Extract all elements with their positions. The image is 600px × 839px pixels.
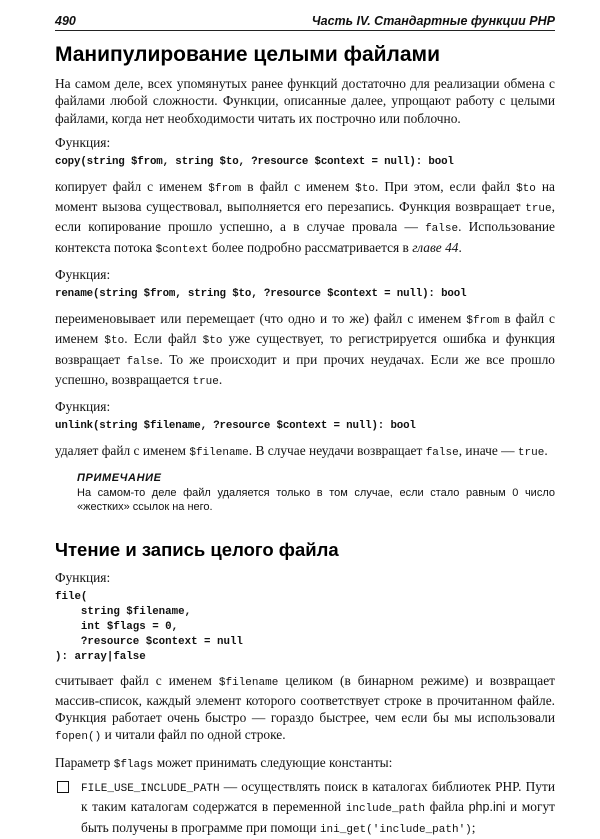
rename-description: переименовывает или перемещает (что одно и то же) файл с именем $from в файл с именем $to. Если файл $to уже существует, то регистрируется ошибка и функция возвращает false. То же происходит и при прочих неудачах. Если же все прошло успешно, возвращается true. (55, 311, 555, 388)
list-item (55, 778, 555, 839)
function-label: Функция: (55, 569, 111, 585)
chapter-reference: главе 44 (412, 239, 459, 255)
running-title: Часть IV. Стандартные функции PHP (311, 14, 555, 28)
page-number: 490 (55, 14, 76, 28)
list-item-text: FILE_USE_INCLUDE_PATH — осуществлять поиск в каталогах библиотек PHP. Пути к таким каталогам содержатся в переменной include_path файла php.ini и могут быть получены в программе при помощи ini_get('include_path'); (81, 779, 556, 836)
file-signature: file( string $filename, int $flags = 0, ?resource $context = null ): array|false (55, 590, 243, 664)
rename-signature: rename(string $from, string $to, ?resource $context = null): bool (55, 288, 467, 301)
book-page (55, 14, 555, 839)
note-title: ПРИМЕЧАНИЕ (77, 471, 162, 484)
unlink-signature: unlink(string $filename, ?resource $context = null): bool (55, 420, 416, 433)
function-label: Функция: (55, 399, 111, 415)
function-label: Функция: (55, 267, 111, 283)
section-title-file-manipulation: Манипулирование целыми файлами (55, 43, 441, 66)
page-header (55, 14, 555, 31)
checkbox-bullet-icon (57, 781, 69, 793)
copy-description: копирует файл с именем $from в файл с именем $to. При этом, если файл $to на момент вызова существовал, выполняется его перезапись. Функция возвращает true, если копирование прошло успешно, а в случае провала — false. Использование контекста потока $context более подробно рассматривается в главе 44. (55, 178, 555, 256)
note-text: На самом-то деле файл удаляется только в том случае, если стало равным 0 число «жестких» ссылок на него. (77, 486, 555, 513)
section-title-read-write: Чтение и запись целого файла (55, 538, 339, 560)
note-box (77, 472, 555, 514)
flags-paragraph: Параметр $flags может принимать следующие константы: (55, 754, 393, 771)
intro-paragraph: На самом деле, всех упомянутых ранее функций достаточно для реализации обмена с файлами любой сложности. Функции, описанные далее, упрощают работу с целыми файлами, когда нет необходимости читать их построчно или поблочно. (55, 76, 555, 126)
function-label: Функция: (55, 134, 111, 150)
copy-signature: copy(string $from, string $to, ?resource $context = null): bool (55, 155, 454, 168)
unlink-description: удаляет файл с именем $filename. В случае неудачи возвращает false, иначе — true. (55, 443, 548, 460)
file-description: считывает файл с именем $filename целиком (в бинарном режиме) и возвращает массив-список, каждый элемент которого соответствует строке в прочитанном файле. Функция работает очень быстро — гораздо быстрее, чем если бы мы использовали fopen() и читали файл по одной строке. (55, 672, 555, 744)
